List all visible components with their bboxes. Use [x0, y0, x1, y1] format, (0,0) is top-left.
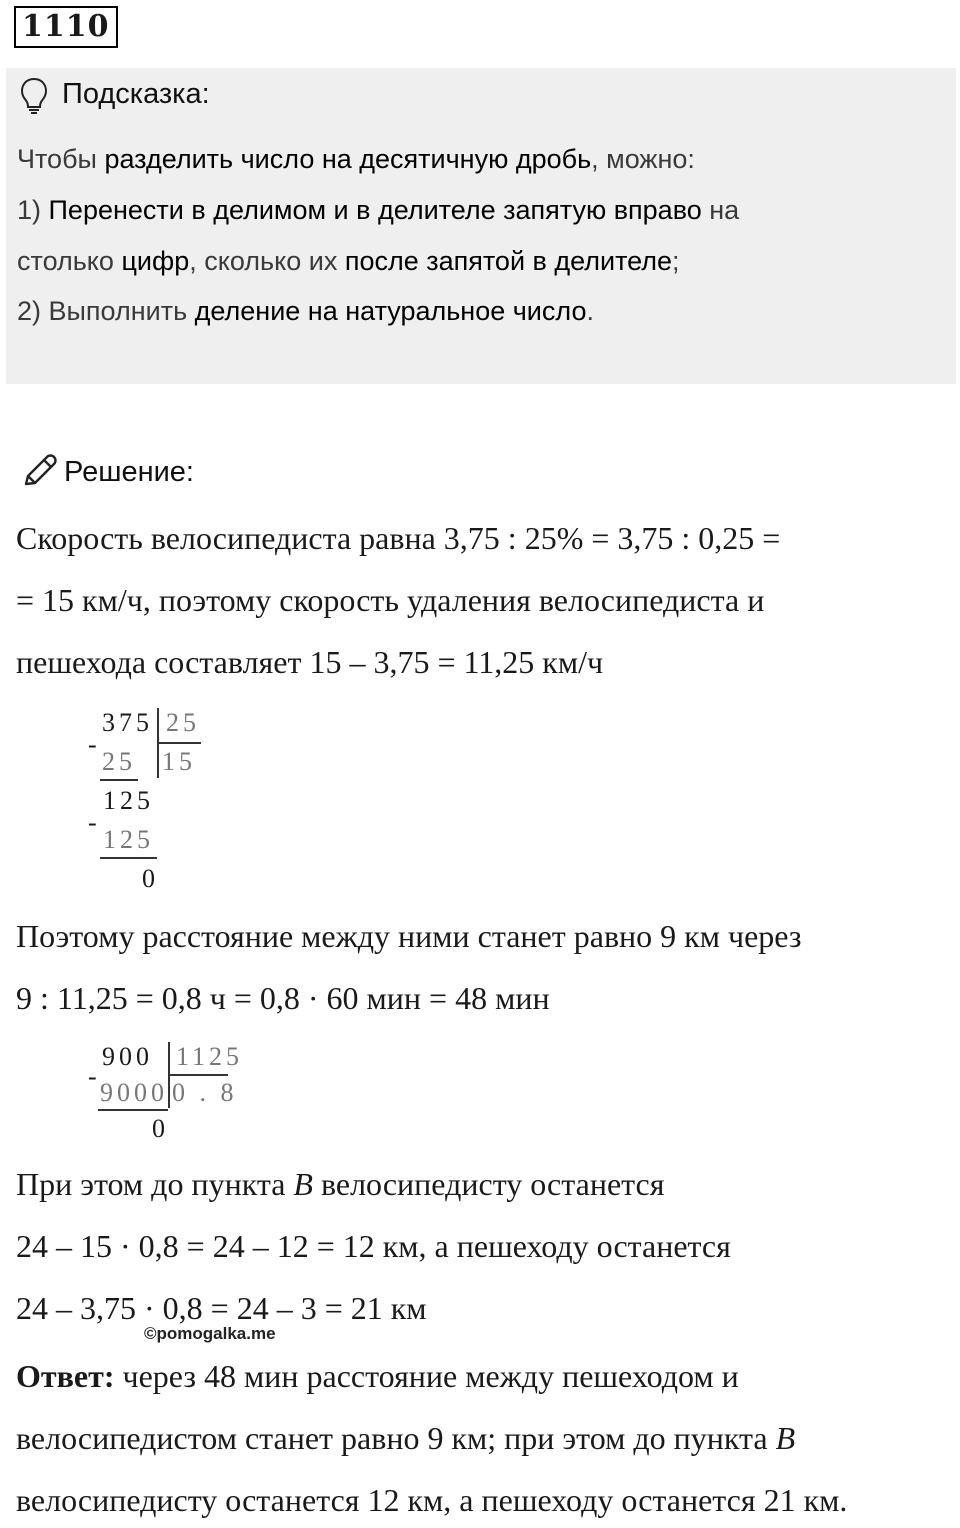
div2-quotient-line: [170, 1074, 228, 1076]
div2-underline: [98, 1109, 168, 1111]
div1-sub-2: 125: [103, 825, 154, 854]
div2-minus: -: [88, 1062, 101, 1091]
div1-underline-2: [100, 857, 157, 859]
hint-line-4: 2) Выполнить деление на натуральное число.: [17, 296, 594, 326]
answer-label: Ответ:: [16, 1358, 115, 1394]
hint-box: [6, 68, 956, 384]
answer-line-3: велосипедисту останется 12 км, а пешеходу останется 21 км.: [16, 1482, 848, 1518]
div1-remainder-1: 125: [103, 786, 154, 815]
pencil-icon: [18, 452, 58, 492]
lightbulb-icon: [18, 76, 50, 116]
solution-line-4: Поэтому расстояние между ними станет равно 9 км через: [16, 918, 802, 954]
watermark: ©pomogalka.me: [144, 1324, 276, 1343]
hint-line-1: Чтобы разделить число на десятичную дробь, можно:: [17, 144, 695, 174]
div2-quotient: 0 . 8: [172, 1078, 238, 1107]
div2-remainder: 0: [152, 1114, 169, 1143]
div2-dividend: 900: [102, 1042, 153, 1071]
solution-line-1: Скорость велосипедиста равна 3,75 : 25% = 3,75 : 0,25 =: [16, 520, 781, 556]
div1-sub-1: 25: [102, 747, 136, 776]
div1-minus-1: -: [88, 730, 101, 759]
solution-line-5: 9 : 11,25 = 0,8 ч = 0,8 · 60 мин = 48 мин: [16, 980, 550, 1016]
div1-remainder-2: 0: [142, 864, 159, 893]
problem-number: 1110: [14, 6, 118, 48]
solution-line-6: При этом до пункта B велосипедисту останется: [16, 1166, 665, 1202]
div2-sub-1: 9000: [100, 1078, 168, 1107]
hint-title: Подсказка:: [62, 78, 210, 110]
solution-line-7: 24 – 15 · 0,8 = 24 – 12 = 12 км, а пешеходу останется: [16, 1228, 731, 1264]
div2-divisor: 1125: [176, 1042, 244, 1071]
hint-line-3: столько цифр, сколько их после запятой в делителе;: [17, 246, 680, 276]
div1-minus-2: -: [88, 808, 101, 837]
answer-line-1: Ответ: через 48 мин расстояние между пешеходом и: [16, 1358, 739, 1394]
div1-underline-1: [100, 779, 138, 781]
div1-dividend: 375: [102, 708, 153, 737]
div1-quotient: 15: [162, 747, 196, 776]
div1-quotient-line: [159, 742, 201, 744]
solution-line-3: пешехода составляет 15 – 3,75 = 11,25 км/ч: [16, 644, 604, 680]
solution-title: Решение:: [64, 456, 194, 488]
answer-line-2: велосипедистом станет равно 9 км; при этом до пункта B: [16, 1420, 796, 1456]
div1-divisor: 25: [166, 708, 200, 737]
solution-line-2: = 15 км/ч, поэтому скорость удаления велосипедиста и: [16, 582, 765, 618]
solution-line-8: 24 – 3,75 · 0,8 = 24 – 3 = 21 км: [16, 1290, 427, 1326]
hint-line-2: 1) Перенести в делимом и в делителе запятую вправо на: [17, 195, 740, 225]
